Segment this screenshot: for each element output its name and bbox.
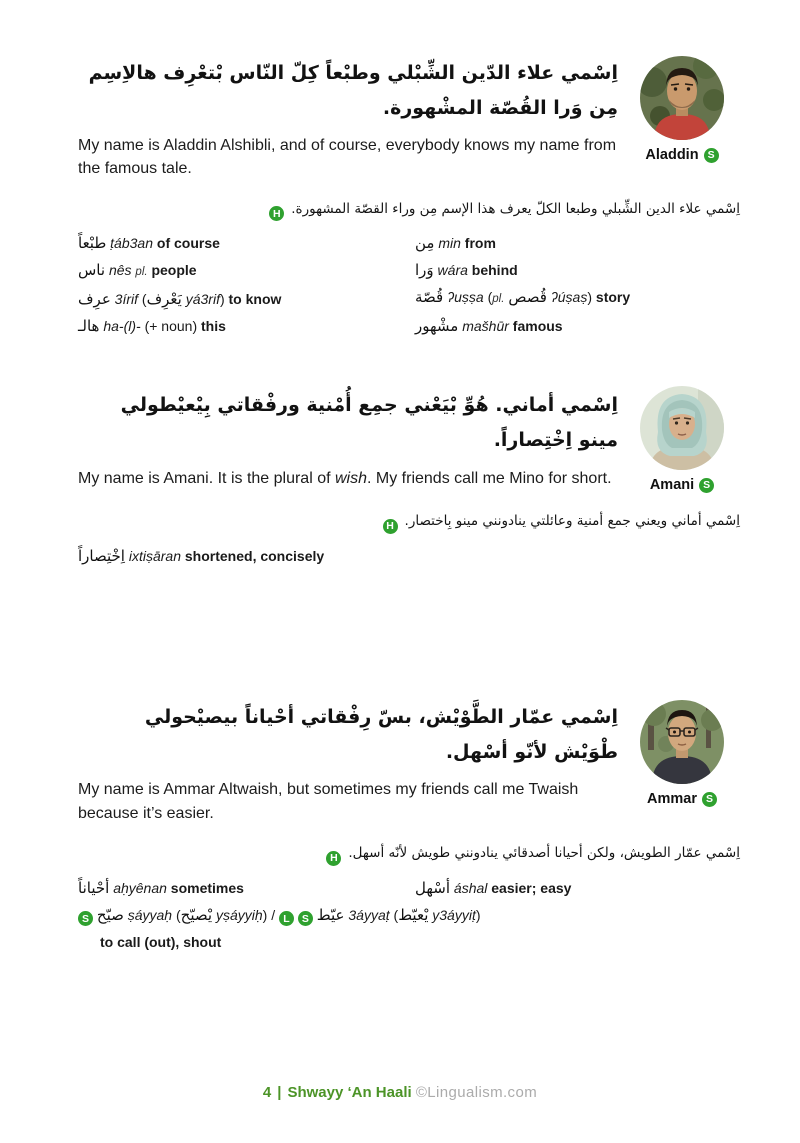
speaker-name: Amani: [649, 477, 695, 494]
vocab-entry: [78, 929, 740, 956]
english-translation: [78, 134, 618, 180]
english-gloss: easier; easy: [491, 879, 572, 896]
vocab-entry: [78, 875, 415, 902]
vocab-column-right: [415, 230, 740, 340]
text: My name is Amani. It is the plural of: [78, 470, 331, 488]
s-badge-icon: S: [704, 148, 719, 163]
vocab-entry: [78, 257, 415, 286]
english-italic: wish: [335, 470, 368, 488]
text: ): [262, 906, 268, 923]
transliteration: mašhūr: [462, 318, 509, 335]
english-gloss: to know: [228, 291, 282, 308]
vocab-entry: [415, 284, 740, 313]
h-badge-icon: H: [383, 519, 398, 534]
page-footer: [0, 1084, 800, 1101]
english-gloss: from: [464, 235, 496, 252]
english-gloss: to call (out), shout: [100, 933, 222, 950]
transliteration: áshal: [453, 879, 488, 896]
book-title: Shwayy ‘An Haali: [287, 1084, 412, 1101]
arabic-heading: اِسْمي علاء الدّين الشِّبْلي وطبْعاً كِلّ النّاس بْتعْرِف هالاِسِم مِن وَرا القُصّة المشْهورة.: [88, 62, 618, 120]
arabic-word: عرِف: [78, 290, 111, 309]
vocabulary-list: [78, 543, 740, 570]
text: . My friends call me Mino for short.: [367, 470, 612, 488]
s-badge-icon: S: [298, 911, 313, 926]
abbreviation: pl.: [492, 293, 505, 306]
vocab-entry: [78, 902, 740, 929]
msa-equivalent-line: [78, 513, 740, 532]
vocab-entry: [78, 286, 415, 313]
arabic-word: ناس: [78, 261, 106, 280]
msa-arabic-text: اِسْمي عمّار الطويش، ولكن أحيانا أصدقائي ينادونني طويش لأنّه أسهل.: [348, 844, 740, 861]
transliteration: aḥyênan: [113, 879, 167, 896]
page-number: 4: [262, 1084, 272, 1101]
avatar-column: [624, 386, 740, 493]
arabic-word: قُصص: [508, 288, 547, 307]
transliteration: y3áyyiṭ: [432, 906, 476, 923]
text: ): [587, 289, 593, 306]
arabic-word: قُصّة: [415, 288, 444, 307]
vocab-column-left: [78, 230, 415, 340]
avatar-column: [624, 700, 740, 825]
english-translation: [78, 778, 618, 824]
aladdin-photo: [640, 56, 724, 140]
text: ): [475, 906, 481, 923]
footer-separator: |: [277, 1084, 282, 1101]
arabic-word: يْصيّح: [180, 905, 213, 924]
english-gloss: behind: [471, 262, 518, 279]
s-badge-icon: S: [78, 911, 93, 926]
text: (: [487, 289, 493, 306]
transliteration: nês: [108, 262, 132, 279]
vocab-entry: [78, 313, 415, 340]
english-gloss: famous: [512, 318, 563, 335]
s-badge-icon: S: [702, 792, 717, 807]
arabic-word: أحْياناً: [78, 878, 110, 897]
arabic-word: صيّح: [96, 905, 124, 924]
transliteration: 3áyyaṭ: [348, 906, 390, 923]
text: (+ noun): [144, 318, 198, 335]
amani-avatar: [640, 386, 724, 470]
english-gloss: shortened, concisely: [184, 548, 325, 565]
speaker-section-aladdin: [78, 56, 740, 340]
ammar-photo: [640, 700, 724, 784]
arabic-word: وَرا: [415, 261, 434, 280]
vocabulary-list: [78, 875, 740, 956]
english-gloss: of course: [156, 235, 220, 252]
arabic-word: يَعْرِف: [146, 290, 182, 309]
speaker-section-amani: [78, 386, 740, 570]
vocab-entry: [415, 875, 740, 902]
text: My name is Aladdin Alshibli, and of course, everybody knows my name from the famous tale.: [78, 137, 617, 178]
arabic-word: مِن: [415, 234, 435, 253]
vocab-entry: [78, 230, 415, 257]
transliteration: ʔúṣaṣ: [550, 289, 588, 306]
transliteration: ṣáyyaḥ: [127, 906, 173, 923]
msa-arabic-text: اِسْمي علاء الدين الشِّبلي وطبعا الكلّ يعرف هذا الإسم مِن وراء القصّة المشهورة.: [291, 200, 740, 217]
copyright-text: ©Lingualism.com: [415, 1084, 538, 1101]
english-translation: [78, 467, 618, 493]
english-gloss: story: [595, 289, 631, 306]
vocab-column-right: [415, 543, 740, 570]
vocab-entry: [415, 257, 740, 284]
transliteration: ṭáb3an: [110, 235, 153, 252]
speaker-name-label: [647, 791, 717, 807]
transliteration: yá3rif: [185, 291, 220, 308]
vocabulary-list: [78, 230, 740, 340]
arabic-word: أسْهل: [415, 878, 451, 897]
page-content: [78, 56, 740, 956]
speaker-name: Aladdin: [645, 147, 699, 163]
speaker-name-label: [645, 147, 718, 163]
transliteration: ha-(l)-: [103, 318, 141, 335]
s-badge-icon: S: [699, 478, 714, 493]
text: (: [393, 906, 399, 923]
speaker-section-ammar: [78, 700, 740, 955]
text: (: [175, 906, 181, 923]
speaker-name: Ammar: [647, 791, 697, 808]
vocab-column-right: [415, 875, 740, 902]
ammar-avatar: [640, 700, 724, 784]
msa-equivalent-line: [78, 845, 740, 864]
text: (: [141, 291, 147, 308]
english-gloss: people: [151, 262, 197, 279]
h-badge-icon: H: [326, 851, 341, 866]
abbreviation: pl.: [135, 266, 148, 279]
aladdin-avatar: [640, 56, 724, 140]
english-gloss: sometimes: [170, 879, 244, 896]
transliteration: yṣáyyiḥ: [215, 906, 263, 923]
arabic-word: مشْهور: [415, 317, 459, 336]
vocab-column-left: [78, 875, 415, 902]
transliteration: 3írif: [114, 291, 139, 308]
transliteration: min: [438, 235, 461, 252]
transliteration: ixtiṣāran: [128, 548, 181, 565]
avatar-column: [624, 56, 740, 181]
arabic-heading: اِسْمي عمّار الطَّوْيْش، بسّ رِفْقاتي أحْياناً بيصيْحولي طْوَيْش لأنّو أسْهل.: [144, 706, 618, 764]
arabic-word: هالـ: [78, 317, 100, 336]
msa-arabic-text: اِسْمي أماني ويعني جمع أمنية وعائلتي ينادونني مينو بِاختصار.: [404, 513, 740, 530]
arabic-word: اِخْتِصاراً: [78, 547, 125, 566]
transliteration: wára: [437, 262, 468, 279]
arabic-word: عيّط: [316, 905, 345, 924]
english-gloss: this: [201, 318, 226, 335]
transliteration: ʔuṣṣa: [447, 289, 484, 306]
amani-photo: [640, 386, 724, 470]
text: ): [219, 291, 225, 308]
speaker-name-label: [650, 477, 714, 493]
vocab-entry: [78, 543, 415, 570]
text: My name is Ammar Altwaish, but sometimes my friends call me Twaish because it’s easier.: [78, 781, 579, 822]
arabic-word: يْعيّط: [398, 905, 429, 924]
arabic-word: طبْعاً: [78, 234, 107, 253]
msa-equivalent-line: [78, 201, 740, 220]
h-badge-icon: H: [269, 206, 284, 221]
vocab-column-left: [78, 543, 415, 570]
vocab-entry: [415, 230, 740, 257]
l-badge-icon: L: [279, 911, 294, 926]
text: /: [271, 906, 276, 923]
arabic-heading: اِسْمي أماني. هُوِّ بْيَعْني جمِع أُمْنية ورفْقاتي بِيْعيْطولي مينو اِخْتِصاراً.: [120, 393, 618, 451]
vocab-entry: [415, 313, 740, 340]
